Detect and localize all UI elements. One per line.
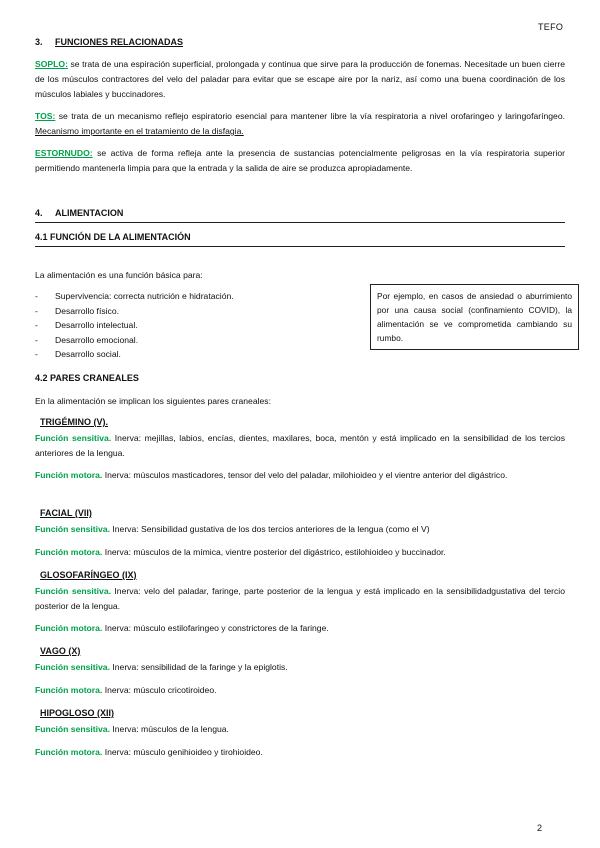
hipogloso-motora [35, 745, 565, 760]
list-item: - Desarrollo social. [35, 347, 355, 362]
nerve-title-trigemino: TRIGÉMINO (V). [40, 417, 108, 427]
sensitiva-text: Inerva: velo del paladar, faringe, parte posterior de la lengua y está implicado en la sensibilidadgustativa del tercio posterior de la lengua. [35, 586, 565, 611]
tos-term: TOS: [35, 111, 56, 121]
tos-emphasis: Mecanismo importante en el tratamiento de la disfagia. [35, 126, 244, 136]
subsection-4-1-title: 4.1 FUNCIÓN DE LA ALIMENTACIÓN [35, 232, 191, 242]
vago-sensitiva [35, 660, 565, 675]
estornudo-term: ESTORNUDO: [35, 148, 93, 158]
motora-text: Inerva: músculos masticadores, tensor del velo del paladar, milohioideo y el vientre anterior del digástrico. [102, 470, 508, 480]
glosofaringeo-motora [35, 621, 565, 636]
motora-text: Inerva: músculos de la mímica, vientre posterior del digástrico, estilohioideo y buccinador. [102, 547, 446, 557]
section-divider [35, 222, 565, 223]
facial-sensitiva [35, 522, 565, 537]
soplo-term: SOPLO: [35, 59, 68, 69]
tos-text: se trata de un mecanismo reflejo espiratorio esencial para mantener libre la vía respiratoria a nivel orofaringeo y laringofaríngeo. [55, 111, 565, 121]
nerve-title-facial: FACIAL (VII) [40, 508, 92, 518]
list-item: - Desarrollo intelectual. [35, 318, 355, 333]
motora-label: Función motora. [35, 623, 103, 633]
list-item: - Desarrollo físico. [35, 304, 355, 319]
sensitiva-label: Función sensitiva. [35, 724, 110, 734]
soplo-text: se trata de una espiración superficial, prolongada y continua que sirve para la producción de fonemas. Necesitade un buen cierre de los músculos contractores del velo del paladar para evitar que se escape aire por la nariz, así como una buena coordinación de los músculos labiales y buccinadores. [35, 59, 565, 99]
section-3-heading [35, 37, 183, 47]
motora-label: Función motora. [35, 747, 103, 757]
estornudo-paragraph [35, 146, 565, 176]
nerve-title-hipogloso: HIPOGLOSO (XII) [40, 708, 115, 718]
soplo-paragraph [35, 57, 565, 102]
hipogloso-sensitiva [35, 722, 565, 737]
vago-motora [35, 683, 565, 698]
list-item: - Desarrollo emocional. [35, 333, 355, 348]
sensitiva-text: Inerva: músculos de la lengua. [109, 724, 229, 734]
alimentacion-intro: La alimentación es una función básica para: [35, 270, 203, 280]
motora-text: Inerva: músculo estilofaringeo y constrictores de la faringe. [102, 623, 329, 633]
trigemino-sensitiva [35, 431, 565, 461]
sensitiva-label: Función sensitiva. [35, 586, 111, 596]
sensitiva-text: Inerva: mejillas, labios, encías, dientes, maxilares, boca, mentón y está implicado en la sensibilidad de los tercios anteriores de la lengua. [35, 433, 565, 458]
section-number: 4. [35, 208, 43, 218]
motora-label: Función motora. [35, 685, 103, 695]
page-number: 2 [537, 823, 543, 833]
nerve-title-vago: VAGO (X) [40, 646, 81, 656]
motora-text: Inerva: músculo cricotiroideo. [102, 685, 217, 695]
list-item: - Supervivencia: correcta nutrición e hidratación. [35, 289, 355, 304]
trigemino-motora [35, 468, 565, 483]
basic-function-list [35, 289, 355, 362]
example-note-box: Por ejemplo, en casos de ansiedad o aburrimiento por una causa social (confinamiento COVID), la alimentación se ve comprometida cambiando su rumbo. [370, 284, 579, 350]
facial-motora [35, 545, 565, 560]
document-code: TEFO [538, 22, 564, 32]
motora-label: Función motora. [35, 547, 103, 557]
pares-intro: En la alimentación se implican los siguientes pares craneales: [35, 396, 271, 406]
subsection-divider [35, 246, 565, 247]
section-title: FUNCIONES RELACIONADAS [55, 37, 184, 47]
glosofaringeo-sensitiva [35, 584, 565, 614]
nerve-title-glosofaringeo: GLOSOFARÍNGEO (IX) [40, 570, 137, 580]
subsection-4-2-title: 4.2 PARES CRANEALES [35, 373, 139, 383]
section-number: 3. [35, 37, 43, 47]
section-4-heading [35, 208, 123, 218]
tos-paragraph [35, 109, 565, 139]
estornudo-text: se activa de forma refleja ante la presencia de sustancias potencialmente peligrosas en la vía respiratoria superior permitiendo mantenerla limpia para que la entrada y la salida de aire se produzca apropiadamente. [35, 148, 565, 173]
sensitiva-text: Inerva: Sensibilidad gustativa de los dos tercios anteriores de la lengua (como el V) [109, 524, 430, 534]
sensitiva-text: Inerva: sensibilidad de la faringe y la epiglotis. [109, 662, 288, 672]
motora-text: Inerva: músculo genihioideo y tirohioideo. [102, 747, 263, 757]
motora-label: Función motora. [35, 470, 103, 480]
sensitiva-label: Función sensitiva. [35, 524, 110, 534]
sensitiva-label: Función sensitiva. [35, 662, 110, 672]
sensitiva-label: Función sensitiva. [35, 433, 112, 443]
section-title: ALIMENTACION [55, 208, 124, 218]
